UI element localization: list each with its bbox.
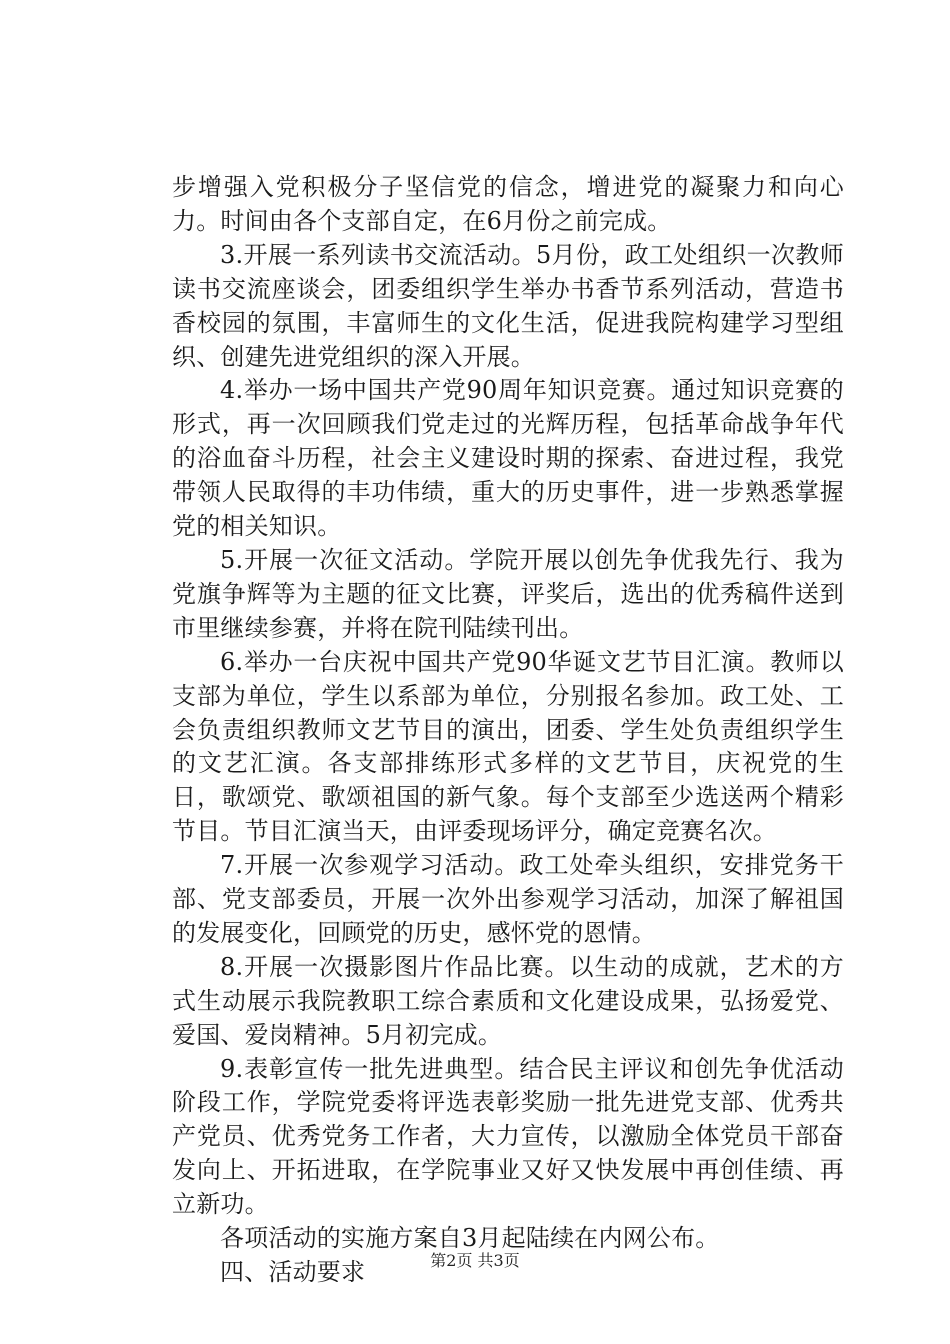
paragraph-item-7: 7.开展一次参观学习活动。政工处牵头组织，安排党务干部、党支部委员，开展一次外出参观学习活动，加深了解祖国的发展变化，回顾党的历史，感怀党的恩情。 bbox=[172, 851, 844, 947]
paragraph-item-8: 8.开展一次摄影图片作品比赛。以生动的成就，艺术的方式生动展示我院教职工综合素质和文化建设成果，弘扬爱党、爱国、爱岗精神。5月初完成。 bbox=[172, 952, 844, 1049]
paragraph-item-3: 3.开展一系列读书交流活动。5月份，政工处组织一次教师读书交流座谈会，团委组织学生举办书香节系列活动，营造书香校园的氛围，丰富师生的文化生活，促进我院构建学习型组织、创建先进党组织的深入开展。 bbox=[172, 240, 844, 371]
paragraph-item-4: 4.举办一场中国共产党90周年知识竞赛。通过知识竞赛的形式，再一次回顾我们党走过的光辉历程，包括革命战争年代的浴血奋斗历程，社会主义建设时期的探索、奋进过程，我党带领人民取得的丰功伟绩，重大的历史事件，进一步熟悉掌握党的相关知识。 bbox=[172, 376, 844, 541]
paragraph-schedule-note: 各项活动的实施方案自3月起陆续在内网公布。 bbox=[220, 1224, 720, 1253]
paragraph-continuation: 步增强入党积极分子坚信党的信念，增进党的凝聚力和向心力。时间由各个支部自定，在6月份之前完成。 bbox=[172, 173, 844, 235]
paragraph-item-6: 6.举办一台庆祝中国共产党90华诞文艺节目汇演。教师以支部为单位，学生以系部为单位，分别报名参加。政工处、工会负责组织教师文艺节目的演出，团委、学生处负责组织学生的文艺汇演。各支部排练形式多样的文艺节目，庆祝党的生日，歌颂党、歌颂祖国的新气象。每个支部至少选送两个精彩节目。节目汇演当天，由评委现场评分，确定竞赛名次。 bbox=[172, 647, 844, 846]
document-body bbox=[172, 171, 844, 1290]
section-heading-requirements: 四、活动要求 bbox=[220, 1258, 366, 1286]
paragraph-item-9: 9.表彰宣传一批先进典型。结合民主评议和创先争优活动阶段工作，学院党委将评选表彰奖励一批先进党支部、优秀共产党员、优秀党务工作者，大力宣传，以激励全体党员干部奋发向上、开拓进取，在学院事业又好又快发展中再创佳绩、再立新功。 bbox=[172, 1054, 844, 1219]
paragraph-item-5: 5.开展一次征文活动。学院开展以创先争优我先行、我为党旗争辉等为主题的征文比赛，评奖后，选出的优秀稿件送到市里继续参赛，并将在院刊陆续刊出。 bbox=[172, 545, 844, 642]
page-number-footer: 第2页 共3页 bbox=[430, 1251, 520, 1270]
